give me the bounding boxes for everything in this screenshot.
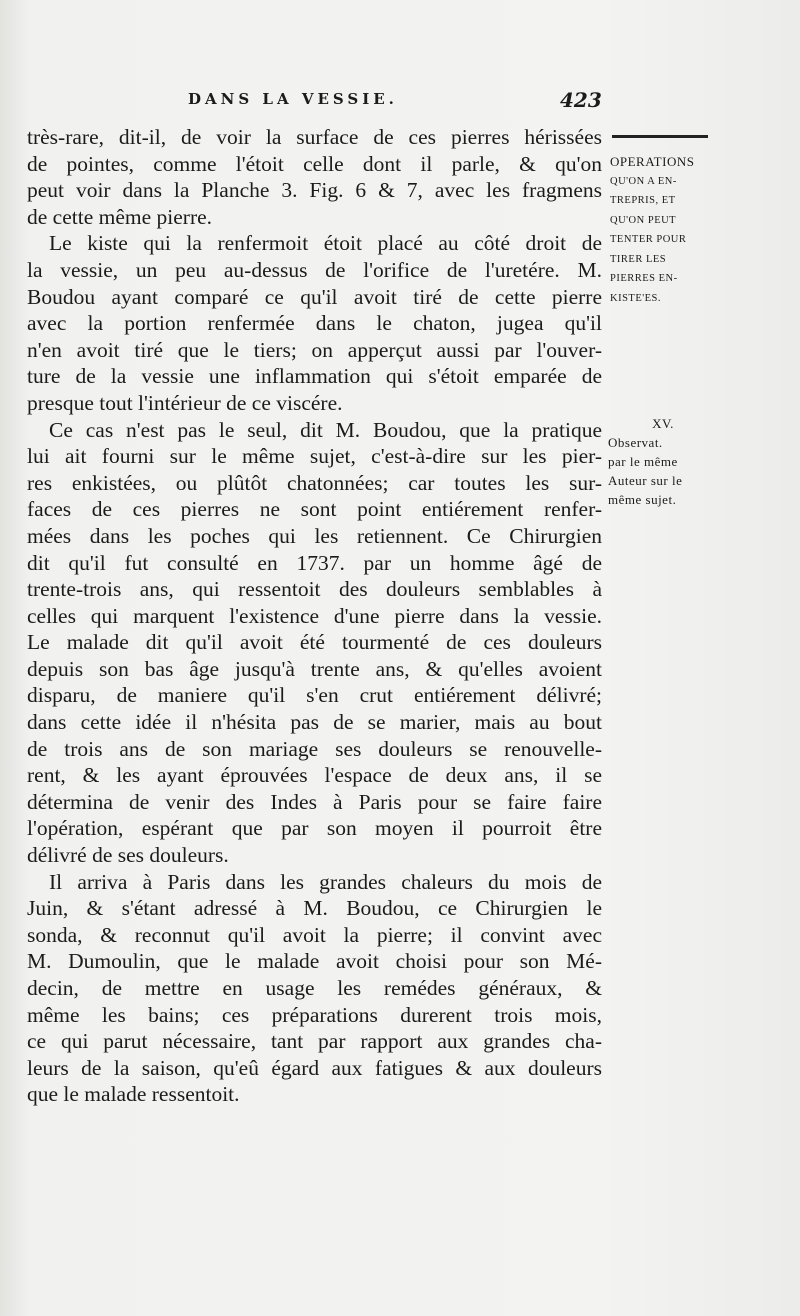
text-line: de pointes, comme l'étoit celle dont il parle, & qu'on — [27, 151, 602, 176]
margin-note-line: QU'ON A EN- — [610, 175, 677, 187]
margin-note-line: OPERATIONS — [610, 154, 695, 169]
text-line: ture de la vessie une inflammation qui s'étoit emparée de — [27, 364, 602, 389]
text-line: Il arriva à Paris dans les grandes chaleurs du mois de — [49, 869, 602, 894]
text-line: celles qui marquent l'existence d'une pierre dans la vessie. — [27, 603, 602, 628]
margin-note-operations — [610, 152, 715, 308]
text-line: rent, & les ayant éprouvées l'espace de deux ans, il se — [27, 763, 602, 788]
text-line: Le kiste qui la renfermoit étoit placé au côté droit de — [49, 231, 602, 256]
text-line: presque tout l'intérieur de ce viscére. — [27, 390, 343, 415]
text-line: mées dans les poches qui les retiennent. Ce Chirurgien — [27, 523, 602, 548]
text-line: Juin, & s'étant adressé à M. Boudou, ce Chirurgien le — [27, 896, 602, 921]
main-text — [27, 124, 602, 1108]
text-line: Boudou ayant comparé ce qu'il avoit tiré de cette pierre — [27, 284, 602, 309]
text-line: leurs de la saison, qu'eû égard aux fatigues & aux douleurs — [27, 1055, 602, 1080]
text-line: détermina de venir des Indes à Paris pour se faire faire — [27, 789, 602, 814]
text-line: M. Dumoulin, que le malade avoit choisi pour son Mé- — [27, 949, 602, 974]
text-line: l'opération, espérant que par son moyen il pourroit être — [27, 816, 602, 841]
text-line: faces de ces pierres ne sont point entiérement renfer- — [27, 497, 602, 522]
margin-note-line: par le même — [608, 454, 678, 469]
text-line: depuis son bas âge jusqu'à trente ans, & qu'elles avoient — [27, 656, 602, 681]
text-line: que le malade ressentoit. — [27, 1082, 240, 1107]
text-line: trente-trois ans, qui ressentoit des douleurs semblables à — [27, 577, 602, 602]
margin-note-line: QU'ON PEUT — [610, 214, 677, 226]
margin-note-line: KISTE'ES. — [610, 292, 662, 304]
margin-note-line: TIRER LES — [610, 253, 667, 265]
text-line: de cette même pierre. — [27, 204, 213, 229]
text-line: la vessie, un peu au-dessus de l'orifice de l'uretére. M. — [27, 257, 602, 282]
margin-note-line: Observat. — [608, 435, 663, 450]
margin-note-line: XV. — [652, 416, 674, 431]
margin-note-line: TENTER POUR — [610, 234, 687, 245]
margin-note-line: TREPRIS, ET — [610, 195, 676, 206]
text-line: avec la portion renfermée dans le chaton, jugea qu'il — [27, 311, 602, 336]
page-number: 423 — [560, 88, 602, 112]
text-line: ce qui parut nécessaire, tant par rapport aux grandes cha- — [27, 1029, 602, 1054]
text-line: lui ait fourni sur le même sujet, c'est-à-dire sur les pier- — [27, 444, 602, 469]
paragraph — [27, 230, 602, 416]
text-line: disparu, de maniere qu'il s'en crut entiérement délivré; — [27, 683, 602, 708]
text-line: Ce cas n'est pas le seul, dit M. Boudou, que la pratique — [49, 417, 602, 442]
text-line: peut voir dans la Planche 3. Fig. 6 & 7, avec les fragmens — [27, 178, 602, 203]
text-line: sonda, & reconnut qu'il avoit la pierre; il convint avec — [27, 922, 602, 947]
paragraph — [27, 124, 602, 230]
text-line: très-rare, dit-il, de voir la surface de ces pierres hérissées — [27, 125, 602, 149]
margin-note-observation — [608, 414, 718, 509]
text-line: n'en avoit tiré que le tiers; on apperçut aussi par l'ouver- — [27, 337, 602, 362]
text-line: res enkistées, ou plûtôt chatonnées; car toutes les sur- — [27, 470, 602, 495]
running-head: DANS LA VESSIE. — [188, 90, 398, 108]
text-line: dit qu'il fut consulté en 1737. par un homme âgé de — [27, 550, 602, 575]
margin-rule — [612, 135, 708, 138]
paragraph — [27, 869, 602, 1108]
text-line: même les bains; ces préparations durerent trois mois, — [27, 1002, 602, 1027]
text-line: decin, de mettre en usage les remédes généraux, & — [27, 976, 602, 1000]
margin-note-line: PIERRES EN- — [610, 273, 678, 284]
text-line: de trois ans de son mariage ses douleurs se renouvelle- — [27, 736, 602, 761]
text-line: délivré de ses douleurs. — [27, 843, 229, 868]
margin-note-line: Auteur sur le — [608, 473, 683, 488]
text-line: dans cette idée il n'hésita pas de se marier, mais au bout — [27, 710, 602, 735]
text-line: Le malade dit qu'il avoit été tourmenté de ces douleurs — [27, 630, 602, 655]
paragraph — [27, 417, 602, 869]
margin-note-line: même sujet. — [608, 492, 677, 507]
